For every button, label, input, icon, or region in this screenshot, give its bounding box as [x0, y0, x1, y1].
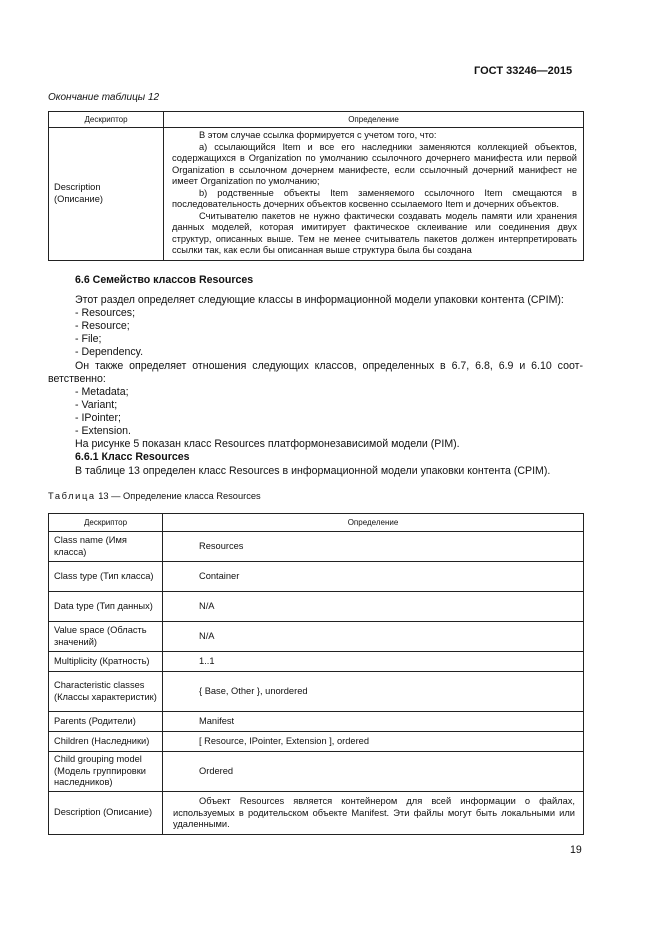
table-12-row-description	[49, 128, 584, 261]
class-list-item: - File;	[75, 333, 102, 345]
table-12-row-label-line2: (Описание)	[54, 193, 103, 204]
table-12-paragraph-2-text: а) ссылающийся Item и все его наследники заменяются коллекцией объектов, содержащихся в Organization по умолчанию ссылочного дочернего манифеста или первой Organization в ссылочном дочернем манифесте, если ссылочный дочерний манифест не имеет Organization по умолчанию;	[172, 141, 577, 186]
table-13-caption	[48, 491, 261, 501]
row-label: Class name (Имя класса)	[49, 532, 163, 562]
row-label: Children (Наследники)	[49, 732, 163, 752]
table-13-header-row	[49, 514, 584, 532]
row-label: Characteristic classes (Классы характеристик)	[49, 672, 163, 712]
table-12-header-definition: Определение	[164, 112, 584, 128]
relation-list-item: - Extension.	[75, 425, 131, 437]
document-number: ГОСТ 33246—2015	[474, 65, 573, 77]
table-13-caption-rest: 13 — Определение класса Resources	[98, 491, 261, 501]
table-12	[48, 111, 584, 261]
table-row	[49, 532, 584, 562]
table-row	[49, 622, 584, 652]
class-list-item: - Resources;	[75, 307, 136, 319]
table-12-row-label	[49, 128, 164, 261]
table-12-paragraph-1: В этом случае ссылка формируется с учетом того, что:	[199, 130, 437, 140]
row-label: Value space (Область значений)	[49, 622, 163, 652]
section-6-6-intro: Этот раздел определяет следующие классы в информационной модели упаковки контента (CPIM):	[75, 294, 564, 306]
table-13-header-definition: Определение	[163, 514, 584, 532]
relations-text-line2: ветственно:	[48, 373, 106, 385]
row-value-text: Объект Resources является контейнером для всей информации о файлах, используемых в родительском объекте Manifest. Эти файлы могут быть локальными или удаленными.	[173, 796, 575, 829]
table-12-header-descriptor: Дескриптор	[49, 112, 164, 128]
table-12-header-row	[49, 112, 584, 128]
subsection-6-6-1-title: 6.6.1 Класс Resources	[75, 451, 190, 463]
row-label: Data type (Тип данных)	[49, 592, 163, 622]
table-12-paragraph-3-text: b) родственные объекты Item заменяемого ссылочного Item смещаются в последовательность дочерних объектов косвенно ссылаемого Item и дочерних объектов.	[172, 187, 577, 209]
row-value: Resources	[163, 532, 584, 562]
table-12-row-label-line1: Description	[54, 182, 101, 193]
table-row	[49, 652, 584, 672]
table-12-paragraph-2	[172, 142, 577, 188]
table-13	[48, 513, 584, 835]
row-label: Description (Описание)	[49, 792, 163, 835]
row-value	[163, 792, 584, 835]
page-number: 19	[570, 844, 582, 856]
table-12-paragraph-3	[172, 188, 577, 211]
table-row	[49, 592, 584, 622]
figure-reference: На рисунке 5 показан класс Resources платформонезависимой модели (PIM).	[75, 438, 460, 450]
row-value: [ Resource, IPointer, Extension ], ordered	[163, 732, 584, 752]
row-value: N/A	[163, 622, 584, 652]
table-row	[49, 732, 584, 752]
table-13-caption-word: Таблица	[48, 491, 96, 501]
relations-text-line1: Он также определяет отношения следующих классов, определенных в 6.7, 6.8, 6.9 и 6.10 соот-	[75, 360, 583, 372]
row-value: Manifest	[163, 712, 584, 732]
table-12-caption: Окончание таблицы 12	[48, 92, 160, 103]
relation-list-item: - IPointer;	[75, 412, 121, 424]
class-list-item: - Resource;	[75, 320, 130, 332]
subsection-6-6-1-text: В таблице 13 определен класс Resources в информационной модели упаковки контента (CPIM).	[75, 465, 551, 477]
table-row	[49, 672, 584, 712]
table-12-paragraph-4	[172, 211, 577, 257]
table-12-paragraph-4-text: Считывателю пакетов не нужно фактически создавать модель памяти или хранения данных моделей, которая имитирует фактическое склеивание или соединения двух структур, описанных выше. Тем не менее считыватель пакетов должен интерпретировать ссылки так, как если бы описанная выше структура была бы создана	[172, 210, 577, 255]
row-value: 1..1	[163, 652, 584, 672]
relation-list-item: - Variant;	[75, 399, 118, 411]
row-label: Class type (Тип класса)	[49, 562, 163, 592]
row-value: { Base, Other }, unordered	[163, 672, 584, 712]
class-list-item: - Dependency.	[75, 346, 144, 358]
row-value: Container	[163, 562, 584, 592]
table-row	[49, 752, 584, 792]
table-row	[49, 712, 584, 732]
table-row	[49, 792, 584, 835]
row-value: N/A	[163, 592, 584, 622]
table-12-row-definition	[164, 128, 584, 261]
table-row	[49, 562, 584, 592]
row-value: Ordered	[163, 752, 584, 792]
section-6-6-title: 6.6 Семейство классов Resources	[75, 274, 254, 286]
table-13-header-descriptor: Дескриптор	[49, 514, 163, 532]
relation-list-item: - Metadata;	[75, 386, 129, 398]
row-label: Parents (Родители)	[49, 712, 163, 732]
row-label: Child grouping model (Модель группировки наследников)	[49, 752, 163, 792]
row-label: Multiplicity (Кратность)	[49, 652, 163, 672]
